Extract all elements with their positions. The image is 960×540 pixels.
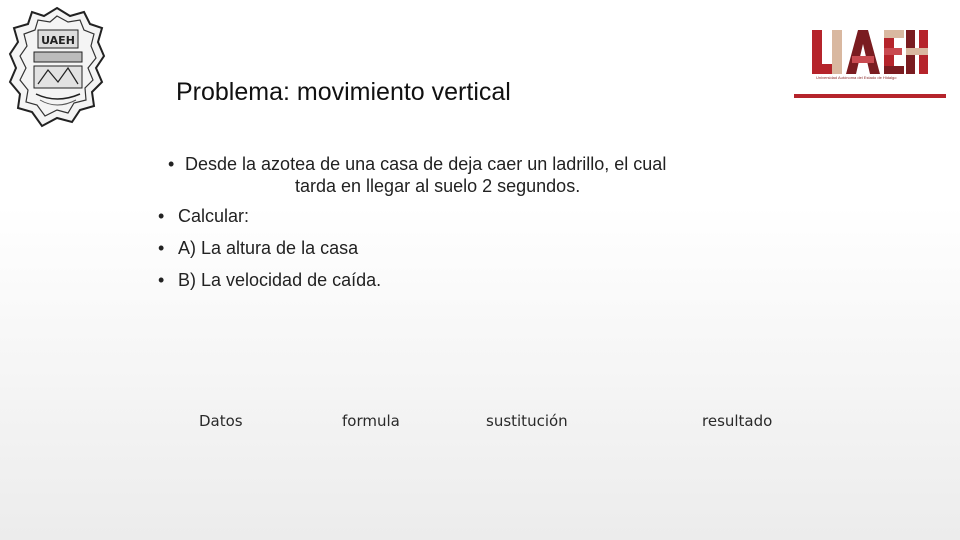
column-header-sustitucion: sustitución (486, 412, 568, 430)
list-item-text: A) La altura de la casa (178, 238, 359, 258)
list-item-text: Calcular: (178, 206, 250, 226)
list-item-text: B) La velocidad de caída. (178, 270, 382, 290)
list-item (158, 270, 381, 302)
task-list (158, 206, 381, 302)
brand-underline (794, 94, 946, 98)
column-header-datos: Datos (199, 412, 243, 430)
bullet-icon: • (158, 270, 165, 290)
list-item (158, 206, 381, 238)
bullet-icon: • (158, 206, 165, 226)
university-seal-logo (8, 6, 106, 128)
bullet-icon: • (158, 238, 165, 258)
list-item (158, 238, 381, 270)
seal-text: UAEH (41, 34, 75, 47)
problem-line-1: Desde la azotea de una casa de deja caer un ladrillo, el cual (185, 154, 667, 174)
bullet-icon: • (168, 154, 175, 174)
column-header-resultado: resultado (702, 412, 773, 430)
column-header-formula: formula (342, 412, 400, 430)
brand-caption: Universidad Autónoma del Estado de Hidalgo (816, 75, 897, 80)
slide-title: Problema: movimiento vertical (176, 78, 511, 106)
problem-line-2: tarda en llegar al suelo 2 segundos. (295, 176, 581, 196)
